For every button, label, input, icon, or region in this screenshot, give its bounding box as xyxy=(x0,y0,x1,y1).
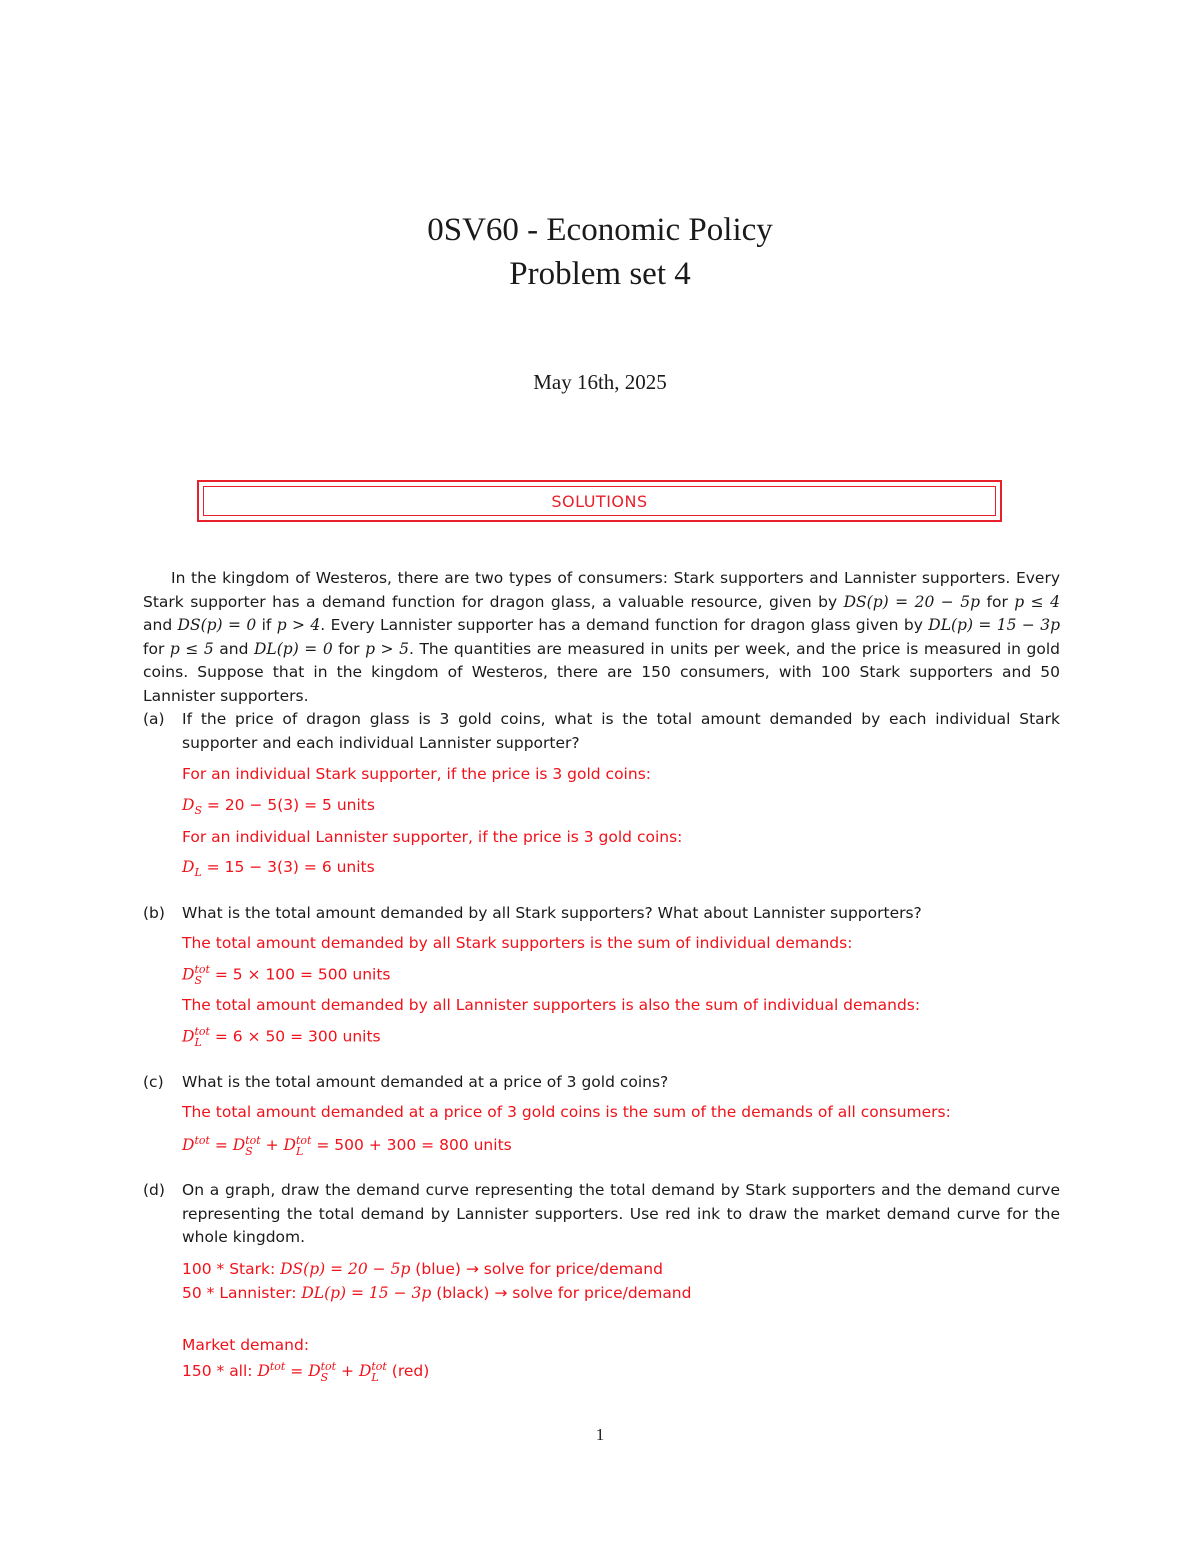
question-label: (b) xyxy=(143,904,165,922)
eq-operator: + xyxy=(336,1362,359,1381)
intro-formula: DS(p) = 0 xyxy=(177,616,257,634)
eq-superscript: tot xyxy=(194,1134,210,1147)
eq-rest: = 500 + 300 = 800 units xyxy=(311,1136,512,1155)
eq-symbol: D xyxy=(182,1027,195,1046)
eq-rest: = 15 − 3(3) = 6 units xyxy=(201,858,375,876)
intro-formula: p > 5 xyxy=(365,639,409,658)
intro-formula: p ≤ 5 xyxy=(169,639,214,658)
intro-text: and xyxy=(213,639,254,658)
eq-operator: = xyxy=(285,1362,309,1381)
eq-symbol: D xyxy=(182,796,195,814)
eq-operator: = xyxy=(209,1136,233,1155)
eq-symbol: D xyxy=(257,1362,270,1381)
answer-text: (black) → solve for price/demand xyxy=(431,1284,692,1302)
intro-text: and xyxy=(143,616,178,634)
answer-a-line1: For an individual Stark supporter, if the price is 3 gold coins: xyxy=(182,765,651,783)
answer-c-line1: The total amount demanded at a price of 3 gold coins is the sum of the demands of all consumers: xyxy=(182,1103,951,1121)
eq-symbol: D xyxy=(308,1362,321,1381)
question-text: If the price of dragon glass is 3 gold coins, what is the total amount demanded by each individual Stark supporter and each individual Lannister supporter? xyxy=(182,710,1060,752)
eq-subscript: L xyxy=(194,866,202,880)
eq-rest: = 6 × 50 = 300 units xyxy=(209,1027,381,1046)
document-date: May 16th, 2025 xyxy=(533,370,667,394)
eq-superscript: tot xyxy=(245,1133,261,1147)
intro-formula: DS(p) = 20 − 5p xyxy=(843,592,981,611)
intro-formula: p ≤ 4 xyxy=(1014,592,1060,611)
question-c xyxy=(143,1071,1060,1095)
eq-superscript: tot xyxy=(194,1025,210,1038)
answer-text: 50 * Lannister: xyxy=(182,1284,302,1302)
answer-d-line4 xyxy=(182,1360,429,1383)
intro-formula: DL(p) = 15 − 3p xyxy=(928,616,1061,634)
eq-symbol: D xyxy=(283,1136,296,1155)
answer-text: (blue) → solve for price/demand xyxy=(410,1260,663,1278)
answer-d-line2 xyxy=(182,1284,691,1302)
eq-subscript: L xyxy=(371,1370,379,1384)
question-d xyxy=(143,1179,1060,1250)
answer-b-equation2 xyxy=(182,1026,381,1048)
eq-symbol: D xyxy=(182,858,195,876)
solutions-banner-label: SOLUTIONS xyxy=(203,486,996,516)
answer-b-equation1 xyxy=(182,964,391,986)
answer-a-equation1 xyxy=(182,796,375,817)
answer-b-line1: The total amount demanded by all Stark supporters is the sum of individual demands: xyxy=(182,934,853,952)
intro-text: In the kingdom of Westeros, there are two types of consumers: Stark supporters and Lannister supporters. Every Stark supporter has a demand function for dragon glass, a valuable resource, given by xyxy=(143,569,1060,611)
answer-text: 150 * all: xyxy=(182,1362,258,1381)
eq-symbol: D xyxy=(232,1136,246,1155)
answer-text: (red) xyxy=(386,1362,430,1381)
document-title: 0SV60 - Economic Policy xyxy=(427,212,773,248)
solutions-banner xyxy=(197,480,1002,522)
question-text: What is the total amount demanded at a price of 3 gold coins? xyxy=(182,1073,669,1091)
eq-subscript: S xyxy=(194,804,202,818)
answer-text: 100 * Stark: xyxy=(182,1260,281,1278)
intro-text: if xyxy=(256,616,277,634)
answer-a-equation2 xyxy=(182,858,375,879)
intro-text: . The quantities are measured in units per week, and the price is measured in gold coins. Suppose that in the kingdom of Westeros, there are 150 consumers, with 100 Stark supporters and 50 Lannister supporters. xyxy=(143,639,1061,705)
intro-formula: p > 4 xyxy=(276,616,321,634)
answer-a-line2: For an individual Lannister supporter, if the price is 3 gold coins: xyxy=(182,828,683,846)
intro-text: for xyxy=(980,592,1015,611)
question-b xyxy=(143,902,1060,926)
eq-superscript: tot xyxy=(194,963,210,976)
intro-text: for xyxy=(143,639,170,658)
eq-superscript: tot xyxy=(320,1359,337,1373)
question-text: On a graph, draw the demand curve representing the total demand by Stark supporters and the demand curve representing the total demand by Lannister supporters. Use red ink to draw the market demand curve for the whole kingdom. xyxy=(182,1181,1060,1246)
eq-subscript: L xyxy=(295,1144,304,1158)
eq-symbol: D xyxy=(182,965,195,984)
eq-rest: = 20 − 5(3) = 5 units xyxy=(201,796,375,814)
intro-formula: DL(p) = 0 xyxy=(254,639,333,658)
question-label: (a) xyxy=(143,710,165,728)
eq-subscript: S xyxy=(245,1144,253,1158)
eq-symbol: D xyxy=(182,1136,195,1155)
answer-d-line1 xyxy=(182,1260,663,1278)
eq-superscript: tot xyxy=(269,1360,286,1373)
intro-text: for xyxy=(332,639,366,658)
eq-symbol: D xyxy=(358,1362,372,1381)
eq-operator: + xyxy=(260,1136,284,1155)
answer-formula: DS(p) = 20 − 5p xyxy=(280,1260,411,1278)
eq-subscript: S xyxy=(194,974,202,987)
eq-subscript: S xyxy=(320,1370,329,1384)
question-text: What is the total amount demanded by all Stark supporters? What about Lannister supporters? xyxy=(182,904,922,922)
intro-text: . Every Lannister supporter has a demand function for dragon glass given by xyxy=(320,616,929,634)
page-number: 1 xyxy=(595,1425,605,1444)
problem-intro xyxy=(143,567,1060,708)
document-subtitle: Problem set 4 xyxy=(509,256,691,292)
eq-rest: = 5 × 100 = 500 units xyxy=(209,965,391,984)
question-label: (c) xyxy=(143,1073,164,1091)
eq-subscript: L xyxy=(194,1036,202,1049)
eq-superscript: tot xyxy=(295,1133,312,1147)
answer-c-equation xyxy=(182,1134,512,1157)
question-label: (d) xyxy=(143,1181,165,1199)
eq-superscript: tot xyxy=(371,1359,387,1373)
question-a xyxy=(143,708,1060,755)
answer-b-line2: The total amount demanded by all Lannister supporters is also the sum of individual demands: xyxy=(182,996,921,1014)
answer-d-line3: Market demand: xyxy=(182,1336,310,1354)
answer-formula: DL(p) = 15 − 3p xyxy=(301,1284,432,1302)
